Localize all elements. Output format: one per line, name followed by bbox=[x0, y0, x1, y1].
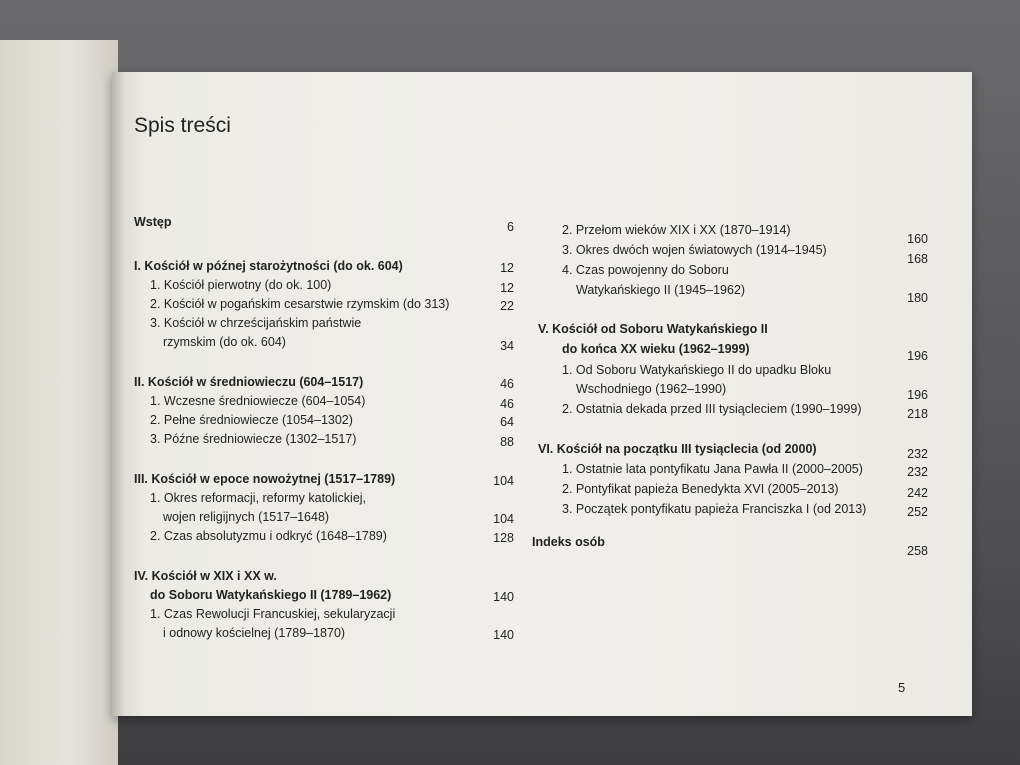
right-toc-page-number: 196 bbox=[907, 349, 928, 363]
left-toc-page-number: 12 bbox=[500, 281, 514, 295]
left-toc-page-number: 140 bbox=[493, 628, 514, 642]
left-toc-page-number: 88 bbox=[500, 435, 514, 449]
left-toc-page-number: 46 bbox=[500, 397, 514, 411]
right-toc-page-number: 232 bbox=[907, 447, 928, 461]
left-toc-page-number: 104 bbox=[493, 474, 514, 488]
right-toc-entry: do końca XX wieku (1962–1999) bbox=[562, 342, 750, 356]
left-toc-entry: 3. Kościół w chrześcijańskim państwie bbox=[150, 316, 362, 330]
left-toc-entry: 2. Kościół w pogańskim cesarstwie rzymskim (do 313) bbox=[150, 297, 450, 311]
left-toc-entry: I. Kościół w późnej starożytności (do ok. 604) bbox=[134, 259, 403, 273]
left-toc-entry: 1. Okres reformacji, reformy katolickiej, bbox=[150, 491, 367, 505]
right-toc-page-number: 232 bbox=[907, 465, 928, 479]
right-toc-entry: 2. Przełom wieków XIX i XX (1870–1914) bbox=[562, 223, 791, 237]
right-toc-entry: 2. Pontyfikat papieża Benedykta XVI (2005–2013) bbox=[562, 482, 839, 496]
right-toc-entry: VI. Kościół na początku III tysiąclecia (od 2000) bbox=[538, 442, 817, 456]
right-toc-page-number: 242 bbox=[907, 486, 928, 500]
page-title: Spis treści bbox=[134, 114, 231, 137]
right-toc-page-number: 160 bbox=[907, 232, 928, 246]
right-toc-page-number: 218 bbox=[907, 407, 928, 421]
left-toc-entry: i odnowy kościelnej (1789–1870) bbox=[163, 626, 346, 640]
right-toc-entry: Wschodniego (1962–1990) bbox=[576, 382, 727, 396]
right-toc-entry: 2. Ostatnia dekada przed III tysiącleciem (1990–1999) bbox=[562, 402, 862, 416]
right-toc-entry: 1. Ostatnie lata pontyfikatu Jana Pawła II (2000–2005) bbox=[562, 462, 863, 476]
page-gutter bbox=[112, 72, 126, 716]
left-toc-entry: Wstęp bbox=[134, 215, 172, 229]
left-toc-entry: do Soboru Watykańskiego II (1789–1962) bbox=[150, 588, 392, 602]
left-toc-entry: 3. Późne średniowiecze (1302–1517) bbox=[150, 432, 357, 446]
left-toc-entry: wojen religijnych (1517–1648) bbox=[163, 510, 330, 524]
left-page-edge bbox=[0, 40, 118, 765]
left-toc-page-number: 34 bbox=[500, 339, 514, 353]
left-toc-entry: 1. Czas Rewolucji Francuskiej, sekularyzacji bbox=[150, 607, 396, 621]
left-toc-page-number: 12 bbox=[500, 261, 514, 275]
left-toc-entry: 2. Pełne średniowiecze (1054–1302) bbox=[150, 413, 353, 427]
left-toc-entry: III. Kościół w epoce nowożytnej (1517–1789) bbox=[134, 472, 396, 486]
page-number: 5 bbox=[898, 680, 906, 695]
right-toc-entry: V. Kościół od Soboru Watykańskiego II bbox=[538, 322, 768, 336]
left-toc-entry: 2. Czas absolutyzmu i odkryć (1648–1789) bbox=[150, 529, 387, 543]
left-toc-page-number: 128 bbox=[493, 531, 514, 545]
left-toc-page-number: 104 bbox=[493, 512, 514, 526]
left-toc-entry: 1. Wczesne średniowiecze (604–1054) bbox=[150, 394, 366, 408]
left-toc-page-number: 46 bbox=[500, 377, 514, 391]
left-toc-entry: II. Kościół w średniowieczu (604–1517) bbox=[134, 375, 364, 389]
left-toc-page-number: 6 bbox=[507, 220, 514, 234]
right-toc-page-number: 258 bbox=[907, 544, 928, 558]
left-toc-entry: IV. Kościół w XIX i XX w. bbox=[134, 569, 277, 583]
right-toc-entry: 4. Czas powojenny do Soboru bbox=[562, 263, 729, 277]
right-toc-page-number: 180 bbox=[907, 291, 928, 305]
right-toc-page-number: 168 bbox=[907, 252, 928, 266]
left-toc-entry: 1. Kościół pierwotny (do ok. 100) bbox=[150, 278, 332, 292]
left-toc-page-number: 140 bbox=[493, 590, 514, 604]
right-toc-page-number: 252 bbox=[907, 505, 928, 519]
left-toc-entry: rzymskim (do ok. 604) bbox=[163, 335, 286, 349]
right-toc-page-number: 196 bbox=[907, 388, 928, 402]
left-toc-page-number: 64 bbox=[500, 415, 514, 429]
right-toc-entry: 1. Od Soboru Watykańskiego II do upadku Bloku bbox=[562, 363, 832, 377]
right-toc-entry: Watykańskiego II (1945–1962) bbox=[576, 283, 746, 297]
right-toc-entry: Indeks osób bbox=[532, 535, 605, 549]
right-toc-entry: 3. Okres dwóch wojen światowych (1914–1945) bbox=[562, 243, 827, 257]
left-toc-page-number: 22 bbox=[500, 299, 514, 313]
right-toc-entry: 3. Początek pontyfikatu papieża Franciszka I (od 2013) bbox=[562, 502, 867, 516]
